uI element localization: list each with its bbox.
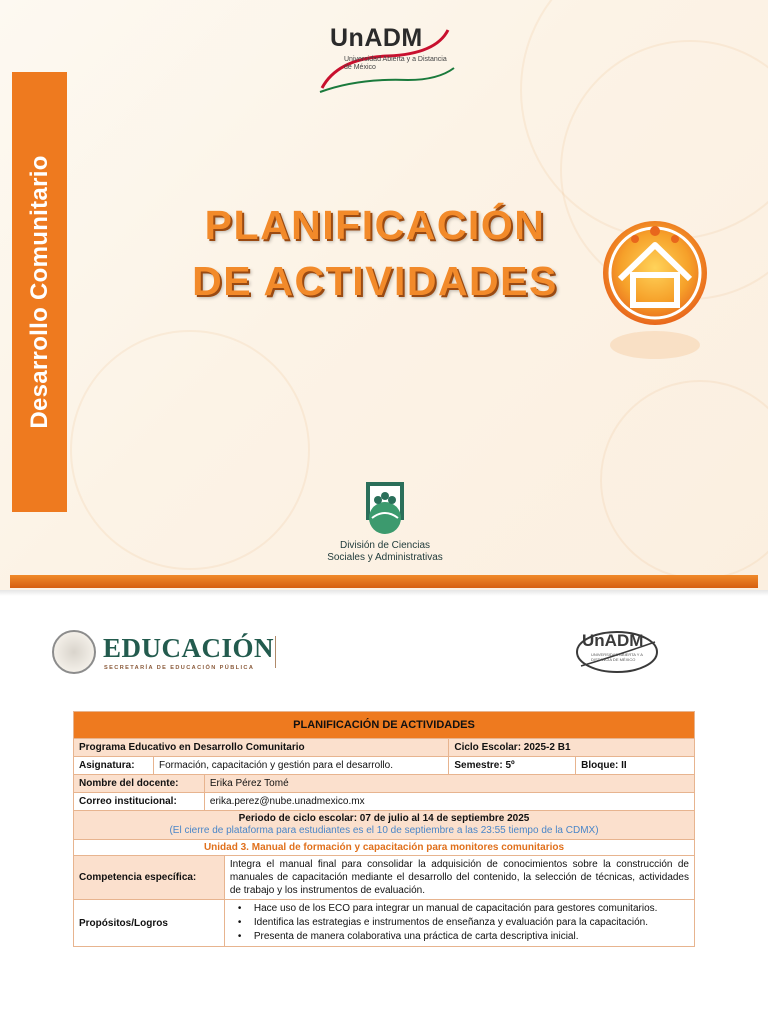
- division-emblem-icon: [360, 478, 410, 536]
- community-house-icon: [600, 215, 720, 365]
- logo-divider: [275, 636, 276, 668]
- decorative-circle: [600, 380, 768, 580]
- table-row: [74, 739, 695, 757]
- unadm-logo: [318, 18, 458, 96]
- correo-value: erika.perez@nube.unadmexico.mx: [204, 793, 694, 811]
- unadm-logo-text: UnADM: [330, 24, 423, 52]
- division-line1: División de Ciencias: [339, 540, 431, 551]
- page-separator: [0, 590, 768, 596]
- sep-logo-text: EDUCACIÓN: [103, 633, 275, 663]
- correo-label: Correo institucional:: [74, 793, 205, 811]
- sep-logo-subtitle: SECRETARÍA DE EDUCACIÓN PÚBLICA: [104, 665, 255, 671]
- unadm-small-logo: [575, 628, 660, 676]
- unidad-cell: Unidad 3. Manual de formación y capacitación para monitores comunitarios: [74, 840, 695, 856]
- propositos-value: [224, 900, 694, 947]
- periodo-cell: [74, 811, 695, 840]
- ciclo-cell: Ciclo Escolar: 2025-2 B1: [449, 739, 695, 757]
- division-line2: Sociales y Administrativas: [327, 552, 443, 563]
- cierre-text: (El cierre de plataforma para estudiantes es el 10 de septiembre a las 23:55 tiempo de la CDMX): [169, 825, 599, 836]
- periodo-text: Periodo de ciclo escolar: 07 de julio al 14 de septiembre 2025: [238, 813, 530, 824]
- table-row: [74, 757, 695, 775]
- cover-title: [150, 197, 600, 309]
- table-row: [74, 811, 695, 840]
- table-title: PLANIFICACIÓN DE ACTIVIDADES: [74, 712, 695, 739]
- list-item: • Presenta de manera colaborativa una práctica de carta descriptiva inicial.: [230, 930, 689, 944]
- semestre-cell: Semestre: 5º: [449, 757, 576, 775]
- side-band: [12, 72, 67, 512]
- planning-table: [73, 711, 695, 947]
- programa-cell: Programa Educativo en Desarrollo Comunitario: [74, 739, 449, 757]
- cover-title-line2: DE ACTIVIDADES: [192, 258, 558, 304]
- list-item: • Hace uso de los ECO para integrar un manual de capacitación para gestores comunitarios.: [230, 902, 689, 916]
- table-row: [74, 900, 695, 947]
- table-row: [74, 793, 695, 811]
- division-logo: [300, 478, 470, 568]
- cover-bottom-rule: [10, 575, 758, 588]
- unadm-small-text: UnADM: [582, 631, 644, 650]
- cover-title-line1: PLANIFICACIÓN: [204, 202, 546, 248]
- asignatura-label: Asignatura:: [74, 757, 154, 775]
- propositos-list: [230, 902, 689, 944]
- table-title-row: [74, 712, 695, 739]
- unadm-small-subtitle: UNIVERSIDAD ABIERTA Y A DISTANCIA DE MÉXICO: [591, 652, 643, 662]
- table-row: [74, 840, 695, 856]
- bloque-cell: Bloque: II: [576, 757, 695, 775]
- decorative-circle: [70, 330, 310, 570]
- asignatura-value: Formación, capacitación y gestión para el desarrollo.: [153, 757, 448, 775]
- list-item: • Identifica las estrategias e instrumentos de enseñanza y evaluación para la capacitación.: [230, 916, 689, 930]
- side-label: Desarrollo Comunitario: [25, 155, 53, 429]
- table-row: [74, 856, 695, 900]
- sep-logo: [52, 630, 282, 676]
- competencia-label: Competencia específica:: [74, 856, 225, 900]
- unadm-logo-subtitle: Universidad Abierta y a Distancia de México: [344, 56, 447, 71]
- docente-value: Erika Pérez Tomé: [204, 775, 694, 793]
- competencia-value: Integra el manual final para consolidar la adquisición de conocimientos sobre la construcción de manuales de capacitación mediante el desarrollo del contenido, la selección de técnicas, actividades de trabajo y los instrumentos de evaluación.: [224, 856, 694, 900]
- docente-label: Nombre del docente:: [74, 775, 205, 793]
- national-seal-icon: [52, 630, 96, 674]
- table-row: [74, 775, 695, 793]
- propositos-label: Propósitos/Logros: [74, 900, 225, 947]
